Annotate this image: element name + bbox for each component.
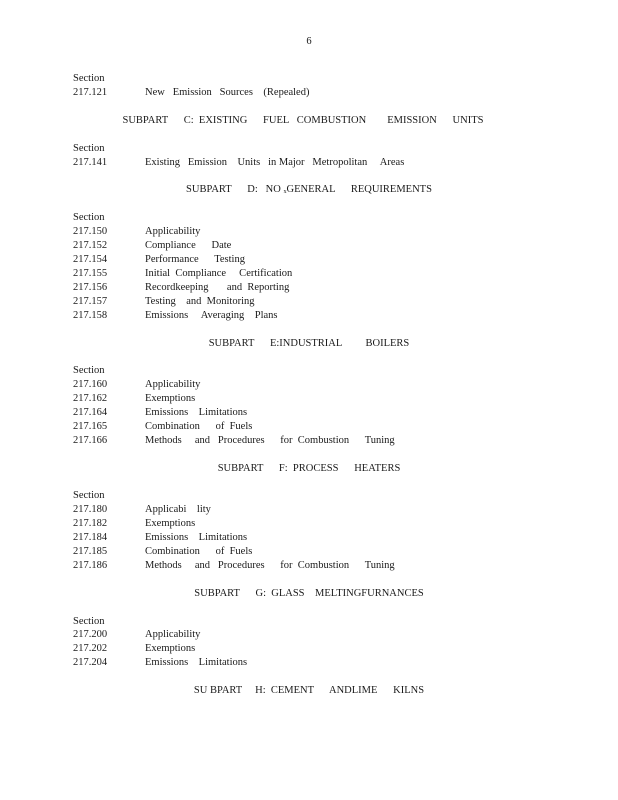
section-title: Compliance Date (145, 240, 232, 251)
section-label: Section (73, 490, 105, 501)
page-number: 6 (306, 36, 312, 47)
section-number: 217.156 (73, 282, 108, 293)
section-title: Existing Emission Units in Major Metropolitan Areas (145, 157, 405, 168)
section-title: Exemptions (145, 643, 196, 654)
section-number: 217.180 (73, 504, 108, 515)
section-number: 217.160 (73, 379, 108, 390)
section-number: 217.158 (73, 310, 108, 321)
section-number: 217.150 (73, 226, 108, 237)
section-title: Exemptions (145, 518, 196, 529)
section-title: Methods and Procedures for Combustion Tuning (145, 560, 395, 571)
subpart-heading: SUBPART C: EXISTING FUEL COMBUSTION EMISSION UNITS (122, 115, 484, 126)
section-title: Applicability (145, 379, 201, 390)
section-title: Exemptions (145, 393, 196, 404)
subpart-heading: SU BPART H: CEMENT ANDLIME KILNS (193, 685, 425, 696)
section-title: Emissions Averaging Plans (145, 310, 278, 321)
section-number: 217.164 (73, 407, 108, 418)
section-number: 217.157 (73, 296, 108, 307)
section-number: 217.162 (73, 393, 108, 404)
section-number: 217.154 (73, 254, 108, 265)
subpart-heading: SUBPART G: GLASS MELTINGFURNANCES (194, 588, 424, 599)
section-title: Emissions Limitations (145, 407, 248, 418)
section-number: 217.166 (73, 435, 108, 446)
section-number: 217.141 (73, 157, 108, 168)
section-title: Combination of Fuels (145, 546, 253, 557)
subpart-heading: SUBPART D: NO ₓGENERAL REQUIREMENTS (186, 184, 432, 195)
section-title: Performance Testing (145, 254, 245, 265)
section-label: Section (73, 616, 105, 627)
section-title: Initial Compliance Certification (145, 268, 293, 279)
section-title: New Emission Sources (Repealed) (145, 87, 310, 98)
section-label: Section (73, 212, 105, 223)
section-title: Applicability (145, 226, 201, 237)
section-number: 217.165 (73, 421, 108, 432)
section-number: 217.155 (73, 268, 108, 279)
section-title: Methods and Procedures for Combustion Tuning (145, 435, 395, 446)
section-title: Applicabi lity (145, 504, 211, 515)
section-label: Section (73, 365, 105, 376)
section-number: 217.204 (73, 657, 108, 668)
section-number: 217.184 (73, 532, 108, 543)
section-number: 217.202 (73, 643, 108, 654)
section-number: 217.152 (73, 240, 108, 251)
section-label: Section (73, 73, 105, 84)
subpart-heading: SUBPART E:INDUSTRIAL BOILERS (208, 338, 410, 349)
section-number: 217.200 (73, 629, 108, 640)
section-label: Section (73, 143, 105, 154)
section-number: 217.186 (73, 560, 108, 571)
section-title: Recordkeeping and Reporting (145, 282, 290, 293)
section-title: Applicability (145, 629, 201, 640)
subpart-heading: SUBPART F: PROCESS HEATERS (217, 463, 401, 474)
section-number: 217.121 (73, 87, 108, 98)
section-title: Combination of Fuels (145, 421, 253, 432)
section-title: Emissions Limitations (145, 657, 248, 668)
section-title: Testing and Monitoring (145, 296, 255, 307)
section-title: Emissions Limitations (145, 532, 248, 543)
section-number: 217.182 (73, 518, 108, 529)
section-number: 217.185 (73, 546, 108, 557)
